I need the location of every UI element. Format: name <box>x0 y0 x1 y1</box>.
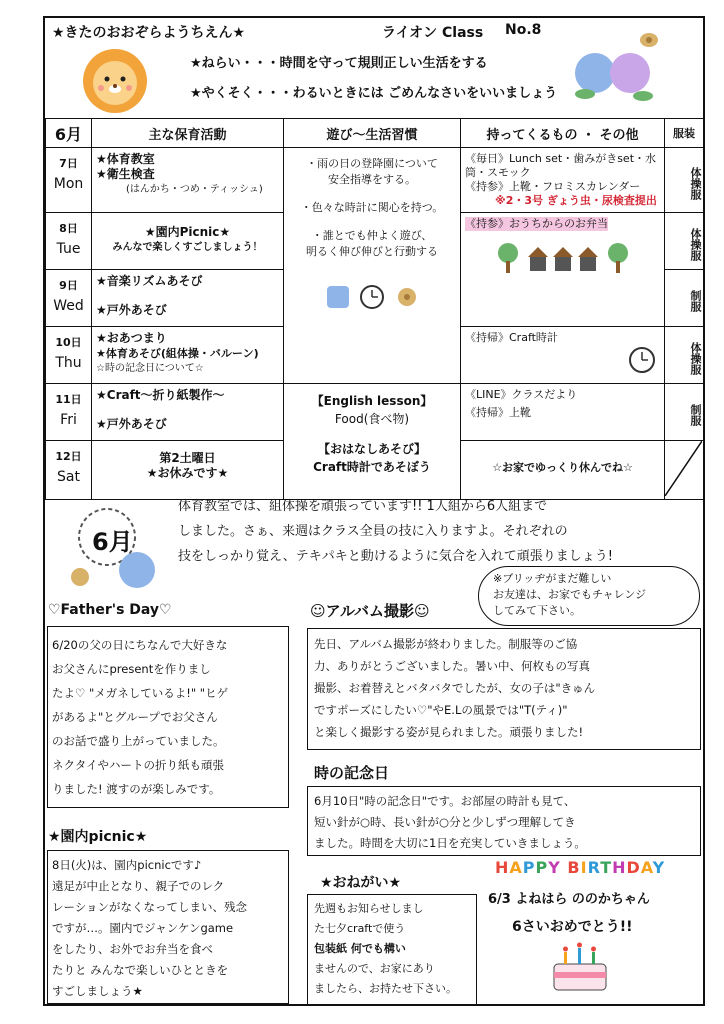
col-activities: 主な保育活動 <box>92 119 284 148</box>
clock-icons <box>284 282 460 317</box>
cake-icon <box>540 938 620 998</box>
hydrangea-icon <box>565 28 665 108</box>
wear-cell: 体操服 <box>665 327 704 384</box>
speech-bubble: ※ブリッヂがまだ難しい お友達は、お家でもチャレンジ してみて下さい。 <box>478 566 700 626</box>
day-cell: 11日 Fri <box>46 384 92 441</box>
wear-cell: 制服 <box>665 270 704 327</box>
bring-cell: ☆お家でゆっくり休んでね☆ <box>461 441 665 500</box>
lessons-cell: 【English lesson】 Food(食べ物) 【おはなしあそび】 Craft時計であそぼう <box>284 384 461 500</box>
lion-icon <box>75 45 155 115</box>
clock-icon <box>627 345 657 375</box>
intro-line: 体育教室では、組体操を頑張っています!! 1人組から6人組まで <box>178 499 548 514</box>
picnic-title: ★園内picnic★ <box>48 829 148 845</box>
bring-cell: 《持参》おうちからのお弁当 <box>461 213 665 327</box>
album-box: 先日、アルバム撮影が終わりました。制服等のご協 力、ありがとうございました。暑い中、何枚もの写真 撮影、お着替えとバタバタでしたが、女の子は"きゅん ですポーズにしたい♡"やE.Lの風景では"T(ティ)" と楽しく撮影する姿が見られました。頑張りました! <box>307 628 701 750</box>
birthday-name: 6/3 よねはら ののかちゃん <box>488 892 650 907</box>
time-day-title: 時の記念日 <box>314 764 390 782</box>
wear-cell: 制服 <box>665 384 704 441</box>
town-icon <box>493 239 643 279</box>
col-month: 6月 <box>46 119 92 148</box>
intro-line: しました。さぁ、来週はクラス全員の技に入りますよ。それぞれの <box>178 524 568 539</box>
wear-cell-empty <box>665 441 704 500</box>
intro-line: 技をしっかり覚え、テキパキと動けるように気合を入れて頑張りましょう! <box>178 549 613 564</box>
wear-cell: 体操服 <box>665 213 704 270</box>
day-cell: 10日 Thu <box>46 327 92 384</box>
activities-cell: ★おあつまり ★体育あそび(組体操・バルーン) ☆時の記念日について☆ <box>92 327 284 384</box>
col-bring: 持ってくるもの ・ その他 <box>461 119 665 148</box>
col-play: 遊び～生活習慣 <box>284 119 461 148</box>
fathers-day-title: ♡Father's Day♡ <box>48 602 172 618</box>
fathers-day-box: 6/20の父の日にちなんで大好きな お父さんにpresentを作りまし たよ♡ "メガネしているよ!" "ヒゲ があるよ"とグループでお父さん のお話で盛り上がっていました。 ネクタイやハートの折り紙も頑張 りました! 渡すのが楽しみです。 <box>47 626 289 808</box>
activities-cell: ★Craft～折り紙製作～ ★戸外あそび <box>92 384 284 441</box>
aim-text: ★ねらい・・・時間を守って規則正しい生活をする <box>190 56 488 71</box>
picnic-box: 8日(火)は、園内picnicです♪ 遠足が中止となり、親子でのレク レーションがなくなってしまい、残念 ですが…。園内でジャンケンgame をしたり、お外でお弁当を食べ たりと みんなで楽しいひとときを すごしましょう★ <box>47 850 289 1004</box>
day-cell: 12日 Sat <box>46 441 92 500</box>
bring-cell: 《毎日》Lunch set・歯みがきset・水筒・スモック 《持参》上靴・フロミスカレンダー ※2・3号 ぎょう虫・尿検査提出 <box>461 148 665 213</box>
birthday-banner: HAPPY BIRTHDAY <box>495 858 666 877</box>
schedule-table <box>45 118 704 500</box>
request-box: 先週もお知らせしまし た七夕craftで使う 包装紙 何でも構い ませんので、お家にあり ましたら、お持たせ下さい。 <box>307 894 477 1006</box>
activities-cell: ★音楽リズムあそび ★戸外あそび <box>92 270 284 327</box>
bring-cell: 《持帰》Craft時計 <box>461 327 665 384</box>
activities-cell: ★園内Picnic★ みんなで楽しくすごしましょう！ <box>92 213 284 270</box>
activities-cell: ★体育教室 ★衛生検査 (はんかち・つめ・ティッシュ) <box>92 148 284 213</box>
day-cell: 8日 Tue <box>46 213 92 270</box>
bring-cell: 《LINE》クラスだより 《持帰》上靴 <box>461 384 665 441</box>
time-day-box: 6月10日"時の記念日"です。お部屋の時計も見て、 短い針が○時、長い針が○分と少しずつ理解してき ました。時間を大切に1日を充実していきましょう。 <box>307 786 701 856</box>
birthday-wish: 6さいおめでとう!! <box>512 919 633 935</box>
request-title: ★おねがい★ <box>320 875 402 891</box>
day-cell: 7日 Mon <box>46 148 92 213</box>
school-name: ★きたのおおぞらようちえん★ <box>52 25 246 41</box>
day-cell: 9日 Wed <box>46 270 92 327</box>
activities-cell: 第2土曜日 ★お休みです★ <box>92 441 284 500</box>
album-title: ☺アルバム撮影☺ <box>310 602 430 620</box>
promise-text: ★やくそく・・・わるいときには ごめんなさいをいいましょう <box>190 86 558 101</box>
play-cell: ・雨の日の登降園について 安全指導をする。 ・色々な時計に関心を持つ。 ・誰とでも仲よく遊び、 明るく伸び伸びと行動する <box>284 148 461 384</box>
issue-number: No.8 <box>505 22 542 38</box>
col-wear: 服装 <box>665 119 704 148</box>
class-label: ライオン Class <box>382 25 484 41</box>
month-badge: 6月 <box>92 528 133 556</box>
wear-cell: 体操服 <box>665 148 704 213</box>
